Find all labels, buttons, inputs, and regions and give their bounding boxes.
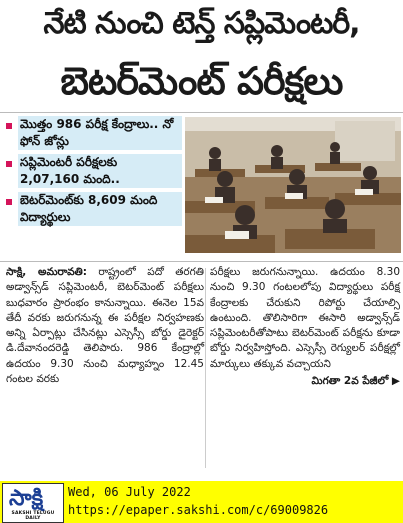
footer-bar [0,481,403,523]
divider [0,112,403,113]
highlight-text: మొత్తం 986 పరీక్ష కేంద్రాలు.. నో ఫోన్ జోన్లు [18,116,182,150]
source-url[interactable]: https://epaper.sakshi.com/c/69009826 [68,503,329,517]
headline-line1: నేటి నుంచి టెన్త్ సప్లిమెంటరీ, [43,6,360,41]
highlight-item [4,116,182,150]
bullet-icon [6,161,12,167]
article-text: రాష్ట్రంలో పదో తరగతి అడ్వాన్స్‌డ్ సప్లిమెంటరీ, బెటర్‌మెంట్ పరీక్షలు బుధవారం ప్రారంభం కానున్నాయి. ఈనెల 15వ తేదీ వరకు జరుగనున్న ఈ పరీక్షల నిర్వహణకు అన్ని ఏర్పాట్లు చేసినట్లు ఎస్సెస్సీ బోర్డు డైరెక్టర్ డి.దేవానందరెడ్డి తెలిపారు. 986 కేంద్రాల్లో ఉదయం 9.30 నుంచి మధ్యాహ్నం 12.45 గంటల వరకు [6,266,204,386]
highlight-text: బెటర్‌మెంట్‌కు 8,609 మంది విద్యార్థులు [18,192,182,226]
highlight-item [4,192,182,226]
exam-hall-illustration [185,117,401,253]
continued-on-page: మిగతా 2వ పేజీలో ▶ [311,375,400,388]
divider [0,261,403,262]
logo-subtitle: SAKSHI TELUGU DAILY [11,511,55,521]
column-divider [205,268,206,468]
article-column-2 [210,265,400,389]
exam-hall-photo [185,117,401,253]
bullet-icon [6,123,12,129]
dateline: సాక్షి, అమరావతి: [6,266,87,278]
article-text: పరీక్షలు జరుగనున్నాయి. ఉదయం 8.30 నుంచి 9.30 గంటలలోపు విద్యార్థులు పరీక్ష కేంద్రాలకు చేరుకుని రిపోర్టు చేయాల్సి ఉంటుంది. తొలిసారిగా ఈసారి అడ్వాన్స్‌డ్ సప్లిమెంటరీతోపాటు బెటర్‌మెంట్ పరీక్షను కూడా బోర్డు నిర్వహిస్తోంది. ఎస్సెస్సీ రెగ్యులర్ పరీక్షల్లో మార్కులు తక్కువ వచ్చాయని [210,266,400,370]
logo-text: సాక్షి [9,485,44,511]
highlight-text: సప్లిమెంటరీ పరీక్షలకు 2,07,160 మంది.. [18,154,182,188]
sakshi-logo [2,483,64,523]
article-column-1 [6,265,204,387]
publication-date: Wed, 06 July 2022 [68,485,191,499]
highlights-box [4,116,182,256]
headline-line2: బెటర్‌మెంట్ పరీక్షలు [60,59,343,103]
highlight-item [4,154,182,188]
bullet-icon [6,199,12,205]
